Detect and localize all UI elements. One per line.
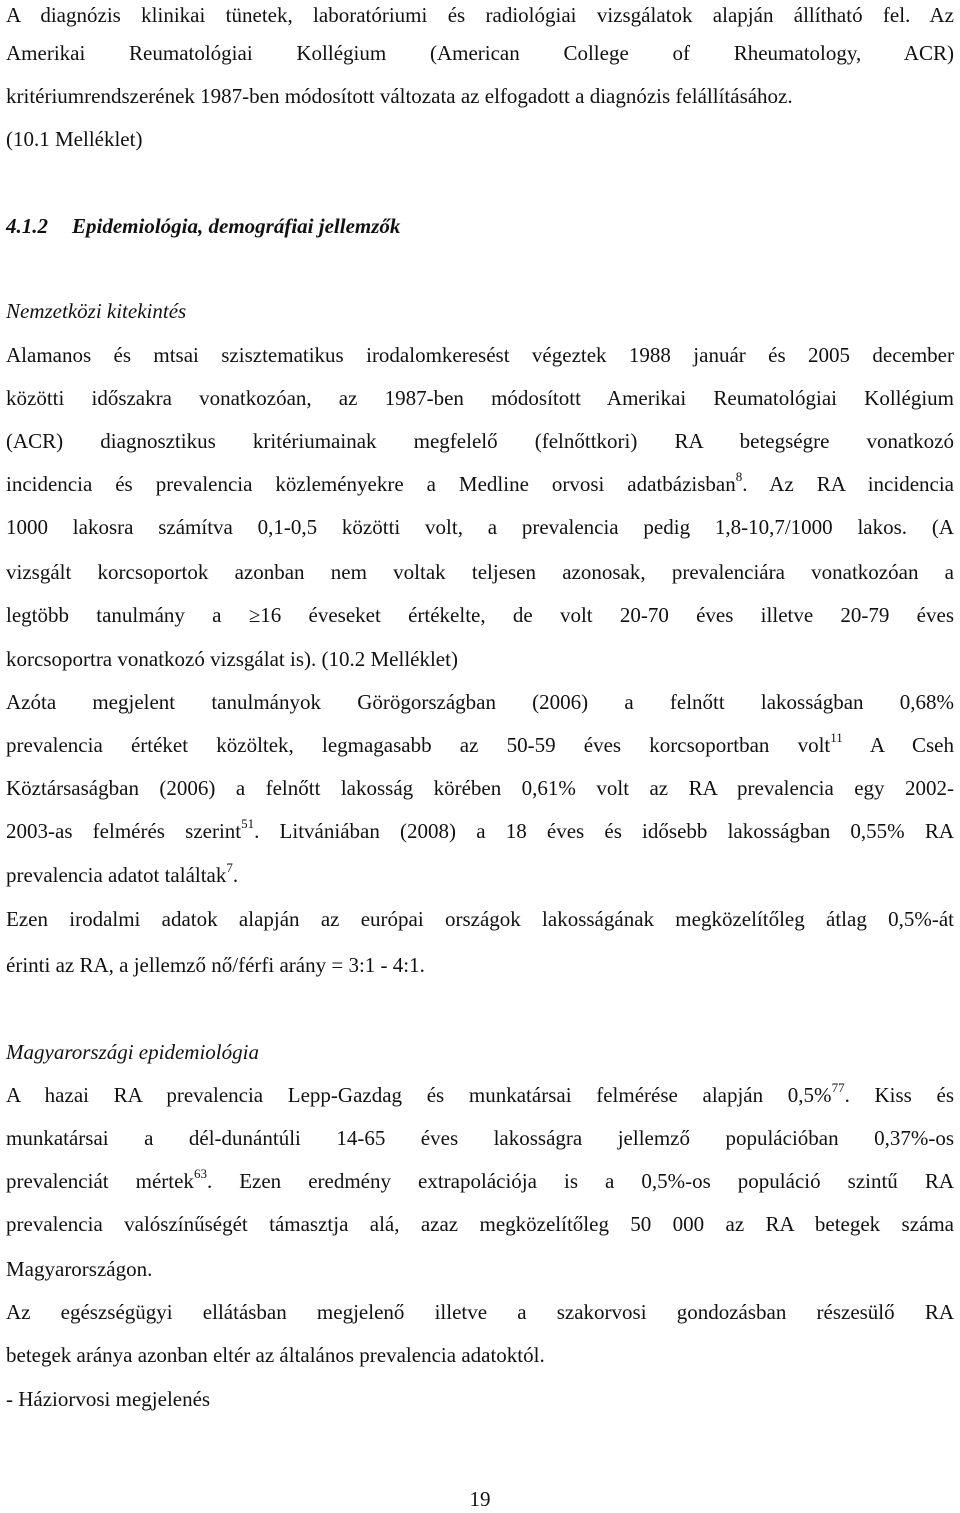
intro-paragraph-line: Amerikai Reumatológiai Kollégium (American College of Rheumatology, ACR) [6,41,954,65]
text-run: . Ezen eredmény extrapolációja is a 0,5%-os populáció szintű RA [206,1169,955,1193]
body-line: Magyarországon. [6,1257,153,1281]
citation-superscript: 11 [830,730,843,745]
text-run: incidencia és prevalencia közleményekre a Medline orvosi adatbázisban [6,472,736,496]
body-line: Alamanos és mtsai szisztematikus irodalomkeresést végeztek 1988 január és 2005 december [6,343,954,367]
body-line [6,469,954,499]
citation-superscript: 51 [241,816,255,831]
body-line [6,860,954,890]
body-line: prevalencia valószínűségét támasztja alá, azaz megközelítőleg 50 000 az RA betegek száma [6,1212,954,1236]
body-line [6,730,954,760]
text-run: A Cseh [842,733,955,757]
subheading-international: Nemzetközi kitekintés [6,299,187,323]
body-line: - Háziorvosi megjelenés [6,1387,211,1411]
body-line [6,816,954,846]
body-line [6,1080,954,1110]
citation-superscript: 7 [226,860,233,875]
section-title: Epidemiológia, demográfiai jellemzők [72,214,401,238]
text-run: . [232,863,239,887]
body-line: Köztársaságban (2006) a felnőtt lakosság körében 0,61% volt az RA prevalencia egy 2002- [6,776,954,800]
body-line [6,600,954,630]
citation-superscript: 63 [193,1166,207,1181]
body-line: Ezen irodalmi adatok alapján az európai országok lakosságának megközelítőleg átlag 0,5%-át [6,907,954,931]
text-run: prevalencia értéket közöltek, legmagasabb az 50-59 éves korcsoportban volt [6,733,831,757]
body-line: Azóta megjelent tanulmányok Görögországban (2006) a felnőtt lakosságban 0,68% [6,690,954,714]
page-number: 19 [469,1487,491,1511]
intro-paragraph-line: A diagnózis klinikai tünetek, laboratóriumi és radiológiai vizsgálatok alapján állítható fel. Az [6,3,954,27]
text-run: prevalencia adatot találtak [6,863,227,887]
text-run: legtöbb tanulmány a [6,603,249,627]
text-run: 2003-as felmérés szerint [6,819,242,843]
section-heading [6,211,954,241]
body-line: 1000 lakosra számítva 0,1-0,5 közötti volt, a prevalencia pedig 1,8-10,7/1000 lakos. (A [6,515,954,539]
body-line: munkatársai a dél-dunántúli 14-65 éves lakosságra jellemző populációban 0,37%-os [6,1126,954,1150]
body-line: vizsgált korcsoportok azonban nem voltak teljesen azonosak, prevalenciára vonatkozóan a [6,560,954,584]
text-run: . Litvániában (2008) a 18 éves és idősebb lakosságban 0,55% RA [254,819,954,843]
section-number: 4.1.2 [6,214,48,238]
text-run: 16 éveseket értékelte, de volt 20-70 éves illetve 20-79 éves [260,603,954,627]
greater-equal-symbol: ≥ [248,603,261,627]
citation-superscript: 77 [831,1080,845,1095]
text-run: . Kiss és [844,1083,955,1107]
body-line [6,1166,954,1196]
subheading-hungarian: Magyarországi epidemiológia [6,1040,259,1064]
text-run: A hazai RA prevalencia Lepp-Gazdag és munkatársai felmérése alapján 0,5% [6,1083,832,1107]
citation-superscript: 8 [735,469,743,484]
body-line: közötti időszakra vonatkozóan, az 1987-ben módosított Amerikai Reumatológiai Kollégium [6,386,954,410]
body-line: (ACR) diagnosztikus kritériumainak megfelelő (felnőttkori) RA betegségre vonatkozó [6,429,954,453]
body-line: érinti az RA, a jellemző nő/férfi arány = 3:1 - 4:1. [6,953,425,977]
body-line: Az egészségügyi ellátásban megjelenő illetve a szakorvosi gondozásban részesülő RA [6,1300,954,1324]
text-run: prevalenciát mértek [6,1169,194,1193]
intro-paragraph-line: kritériumrendszerének 1987-ben módosított változata az elfogadott a diagnózis felállításához. [6,84,793,108]
text-run: . Az RA incidencia [742,472,954,496]
body-line: betegek aránya azonban eltér az általános prevalencia adatoktól. [6,1343,545,1367]
body-line: korcsoportra vonatkozó vizsgálat is). (10.2 Melléklet) [6,647,458,671]
intro-paragraph-line: (10.1 Melléklet) [6,127,143,151]
